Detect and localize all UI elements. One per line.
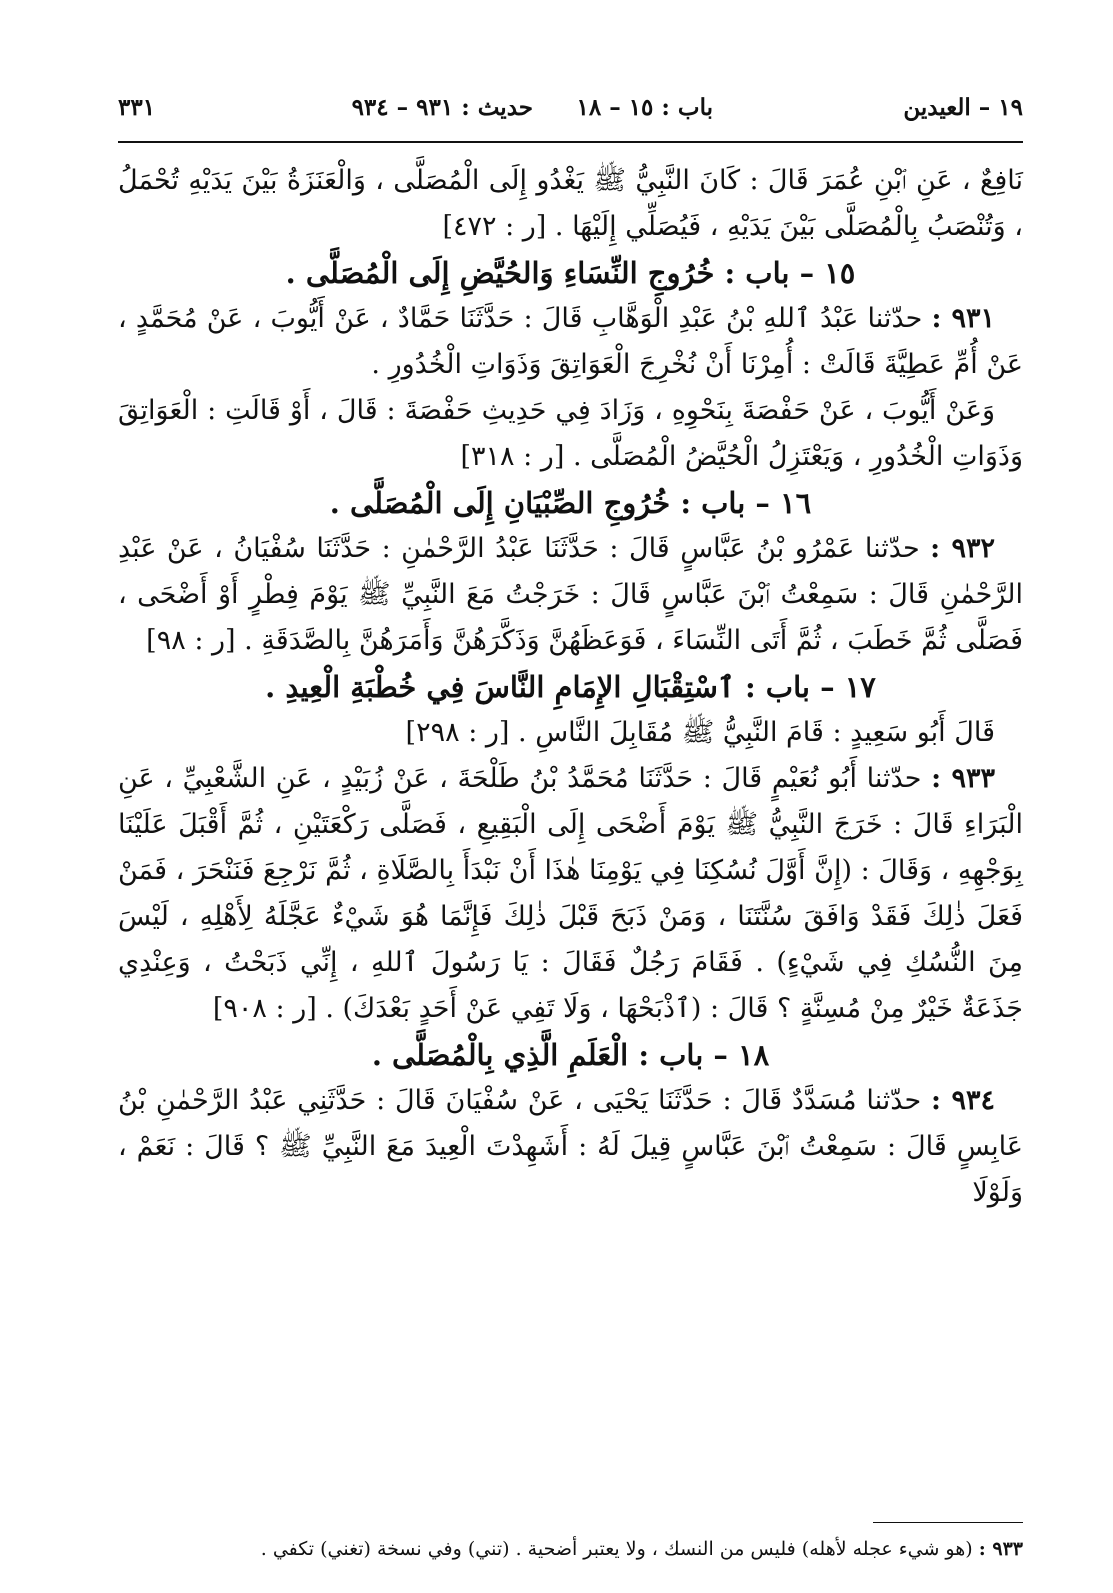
footnote-divider (873, 1522, 1023, 1523)
hadith-text: حدّثنا عَمْرُو بْنُ عَبَّاسٍ قَالَ : حَدَّثَنَا عَبْدُ الرَّحْمٰنِ : حَدَّثَنَا سُفْيَانُ ، عَنْ عَبْدِ الرَّحْمٰنِ قَالَ : سَمِعْتُ ٱبْنَ عَبَّاسٍ قَالَ : خَرَجْتُ مَعَ النَّبِيِّ ﷺ يَوْمَ فِطْرٍ أَوْ أَضْحَى ، فَصَلَّى ثُمَّ خَطَبَ ، ثُمَّ أَتَى النِّسَاءَ ، فَوَعَظَهُنَّ وَذَكَّرَهُنَّ وَأَمَرَهُنَّ بِالصَّدَقَةِ . [ر : ٩٨] (118, 533, 1023, 656)
hadith-934 (118, 1078, 1023, 1216)
hadith-number: ٩٣١ : (931, 303, 995, 334)
bab-heading-18: ١٨ – باب : الْعَلَمِ الَّذِي بِالْمُصَلَّى . (371, 1038, 770, 1072)
bab-heading-16: ١٦ – باب : خُرُوجِ الصِّبْيَانِ إِلَى الْمُصَلَّى . (329, 486, 812, 520)
hadith-text: حدّثنا أَبُو نُعَيْمٍ قَالَ : حَدَّثَنَا مُحَمَّدُ بْنُ طَلْحَةَ ، عَنْ زُبَيْدٍ ، عَنِ الشَّعْبِيِّ ، عَنِ الْبَرَاءِ قَالَ : خَرَجَ النَّبِيُّ ﷺ يَوْمَ أَضْحَى إِلَى الْبَقِيعِ ، فَصَلَّى رَكْعَتَيْنِ ، ثُمَّ أَقْبَلَ عَلَيْنَا بِوَجْهِهِ ، وَقَالَ : (إِنَّ أَوَّلَ نُسُكِنَا فِي يَوْمِنَا هٰذَا أَنْ نَبْدَأَ بِالصَّلَاةِ ، ثُمَّ نَرْجِعَ فَنَنْحَرَ ، فَمَنْ فَعَلَ ذٰلِكَ فَقَدْ وَافَقَ سُنَّتَنَا ، وَمَنْ ذَبَحَ قَبْلَ ذٰلِكَ فَإِنَّمَا هُوَ شَيْءٌ عَجَّلَهُ لِأَهْلِهِ ، لَيْسَ مِنَ النُّسُكِ فِي شَيْءٍ) . فَقَامَ رَجُلٌ فَقَالَ : يَا رَسُولَ ٱللهِ ، إِنِّي ذَبَحْتُ ، وَعِنْدِي جَذَعَةٌ خَيْرٌ مِنْ مُسِنَّةٍ ؟ قَالَ : (ٱذْبَحْهَا ، وَلَا تَفِي عَنْ أَحَدٍ بَعْدَكَ) . [ر : ٩٠٨] (118, 763, 1023, 1024)
bab-range: باب : ١٥ – ١٨ (576, 94, 713, 121)
paragraph-continuation: نَافِعٌ ، عَنِ ٱبْنِ عُمَرَ قَالَ : كَانَ النَّبِيُّ ﷺ يَغْدُو إِلَى الْمُصَلَّى ، وَالْعَنَزَةُ بَيْنَ يَدَيْهِ تُحْمَلُ ، وَتُنْصَبُ بِالْمُصَلَّى بَيْنَ يَدَيْهِ ، فَيُصَلِّي إِلَيْهَا . [ر : ٤٧٢] (118, 165, 1023, 242)
hadith-number: ٩٣٤ : (930, 1085, 996, 1116)
header-divider (118, 141, 1023, 143)
bab-heading-17: ١٧ – باب : ٱسْتِقْبَالِ الإِمَامِ النَّاسَ فِي خُطْبَةِ الْعِيدِ . (265, 670, 876, 704)
hadith-931-addendum: وَعَنْ أَيُّوبَ ، عَنْ حَفْصَةَ بِنَحْوِهِ ، وَزَادَ فِي حَدِيثِ حَفْصَةَ : قَالَ ، أَوْ قَالَتِ : الْعَوَاتِقَ وَذَوَاتِ الْخُدُورِ ، وَيَعْتَزِلُ الْحُيَّضُ الْمُصَلَّى . [ر : ٣١٨] (118, 395, 1023, 472)
footnote-text: (هو شيء عجله لأهله) فليس من النسك ، ولا يعتبر أضحية . (تني) وفي نسخة (تغني) تكفي . (260, 1538, 973, 1560)
hadith-933 (118, 756, 1023, 1032)
hadith-text: حدّثنا عَبْدُ ٱللهِ بْنُ عَبْدِ الْوَهَّابِ قَالَ : حَدَّثَنَا حَمَّادٌ ، عَنْ أَيُّوبَ ، عَنْ مُحَمَّدٍ ، عَنْ أُمِّ عَطِيَّةَ قَالَتْ : أُمِرْنَا أَنْ نُخْرِجَ الْعَوَاتِقَ وَذَوَاتِ الْخُدُورِ . (118, 303, 1023, 380)
page-number: ٣٣١ (118, 94, 156, 121)
page-body (118, 158, 1023, 1216)
hadith-number: ٩٣٢ : (930, 533, 995, 564)
hadith-range: حديث : ٩٣١ – ٩٣٤ (351, 94, 533, 121)
bab-17-note: قَالَ أَبُو سَعِيدٍ : قَامَ النَّبِيُّ ﷺ مُقَابِلَ النَّاسِ . [ر : ٢٩٨] (405, 717, 995, 748)
footnote-number: ٩٣٣ : (978, 1538, 1023, 1560)
bab-heading-15: ١٥ – باب : خُرُوجِ النِّسَاءِ وَالحُيَّضِ إِلَى الْمُصَلَّى . (285, 256, 856, 290)
footnote (118, 1534, 1023, 1564)
hadith-932 (118, 526, 1023, 664)
hadith-931 (118, 296, 1023, 388)
hadith-number: ٩٣٣ : (931, 763, 995, 794)
hadith-text: حدّثنا مُسَدَّدٌ قَالَ : حَدَّثَنَا يَحْيَى ، عَنْ سُفْيَانَ قَالَ : حَدَّثَنِي عَبْدُ الرَّحْمٰنِ بْنُ عَابِسٍ قَالَ : سَمِعْتُ ٱبْنَ عَبَّاسٍ قِيلَ لَهُ : أَشَهِدْتَ الْعِيدَ مَعَ النَّبِيِّ ﷺ ؟ قَالَ : نَعَمْ ، وَلَوْلَا (118, 1085, 1023, 1208)
page-header (118, 88, 1023, 128)
chapter-title: ١٩ – العيدين (903, 94, 1023, 121)
